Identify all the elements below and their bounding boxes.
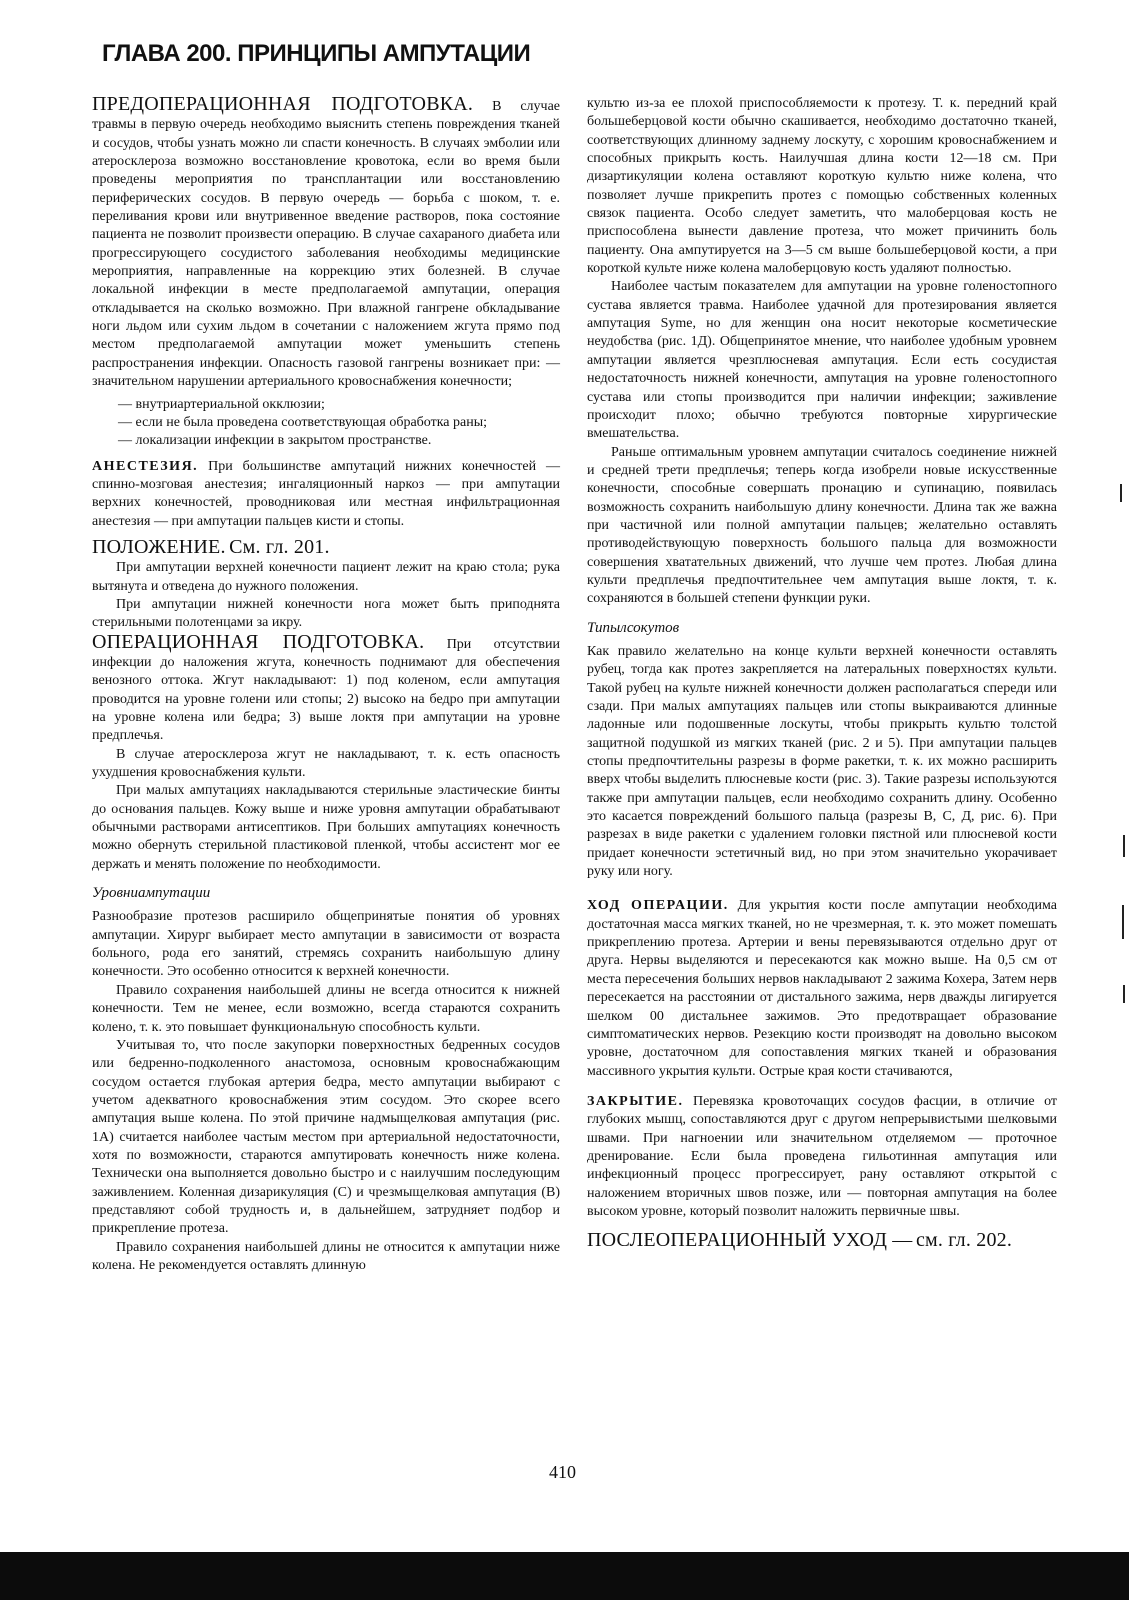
anesthesia-heading: АНЕСТЕЗИЯ.	[92, 458, 199, 474]
position-paragraph: При ампутации нижней конечности нога может быть приподнята стерильными полотенцами за икру.	[92, 596, 560, 631]
closure-text: Перевязка кровоточащих сосудов фасции, в отличие от глубоких мышц, сопоставляются друг с другом непрерывистыми шелковыми швами. При нагноении или значительном отделяемом — проточное дренирование. Если была проведена гильотинная ампутация или инфекционный процесс прогрессирует, рану оставляют открытой с наложением вторичных швов позже, или — повторная ампутация на более высоком уровне, который позволит наложить первичные швы.	[587, 1093, 1057, 1219]
operation-course-heading: ХОД ОПЕРАЦИИ.	[587, 898, 729, 914]
op-prep-section	[92, 630, 560, 746]
scan-margin-mark	[1123, 985, 1125, 1003]
left-column	[92, 95, 560, 1275]
closure-section	[587, 1093, 1057, 1221]
stump-types-subheading: Типылсокутов	[587, 619, 680, 636]
op-prep-paragraph: В случае атеросклероза жгут не накладывают, т. к. есть опасность ухудшения кровоснабжения культи.	[92, 746, 560, 781]
anesthesia-section	[92, 458, 560, 531]
scan-margin-mark	[1123, 835, 1125, 857]
position-section	[92, 535, 560, 559]
op-prep-text: При отсутствии инфекции до наложения жгута, конечность поднимают для обеспечения венозного оттока. Жгут накладывают: 1) под коленом, если ампутация проводится на уровне голени или стопы; 2) высоко на бедро при ампутации на уровне колена или бедра; 3) выше локтя при ампутации на уровне предплечья.	[92, 636, 560, 744]
postop-heading: ПОСЛЕОПЕРАЦИОННЫЙ УХОД —	[587, 1229, 913, 1252]
op-prep-heading: ОПЕРАЦИОННАЯ ПОДГОТОВКА.	[92, 630, 425, 653]
levels-paragraph: Разнообразие протезов расширило общепринятые понятия об уровнях ампутации. Хирург выбирает место ампутации в зависимости от возраста больного, рода его занятий, стремясь сохранить наибольшую длину конечности. Это особенно относится к верхней конечности.	[92, 909, 560, 980]
scan-margin-mark	[1120, 484, 1122, 502]
preop-heading: ПРЕДОПЕРАЦИОННАЯ ПОДГОТОВКА.	[92, 93, 474, 115]
operation-course-section	[587, 897, 1057, 1080]
anesthesia-text: При большинстве ампутаций нижних конечностей — спинно-мозговая анестезия; ингаляционный наркоз — при ампутации верхних конечностей, проводниковая или местная инфильтрационная анестезия — при ампутации пальцев кисти и стопы.	[92, 458, 560, 529]
continued-paragraph: Раньше оптимальным уровнем ампутации считалось соединение нижней и средней трети предплечья; теперь когда изобрели новые искусственные конечности, способные совершать пронацию и супинацию, появилась возможность сохранить наибольшую длину конечности. Длина так же важна при частичной или полной ампутации пальцев; желательно оставлять противодействующую поверхность большого пальца для возможности совершения хватательных движений, что лучше чем протез. Любая длина культи предплечья предпочтительнее чем ампутация выше локтя, т. к. сохраняются в большей степени функции руки.	[587, 444, 1057, 607]
position-ref: См. гл. 201.	[229, 535, 330, 558]
preop-section	[92, 95, 560, 392]
preop-text: В случае травмы в первую очередь необходимо выяснить степень повреждения тканей и сосудов, чтобы узнать можно ли спасти конечность. В случаях эмболии или атеросклероза возможно восстановление кровотока, если во время были проведены мероприятия по трансплантации или восстановлению периферических сосудов. В первую очередь — борьба с шоком, т. е. переливания крови или внутривенное введение растворов, пока состояние пациента не позволит произвести операцию. В случае сахараного диабета или прогрессирующего сосудистого заболевания необходимы медицинские мероприятия, направленные на коррекцию этих болезней. В случае локальной инфекции в месте предполагаемой ампутации, операция откладывается на сколько возможно. При влажной гангрене обкладывание ноги льдом или сухим льдом в сочетании с наложением жгута прямо под местом предполагаемой ампутации может уменьшить степень распространения инфекции. Опасность газовой гангрены возникает при: — значительном нарушении артериального кровоснабжения конечности;	[92, 99, 560, 390]
levels-subheading: Уровниампутации	[92, 885, 211, 902]
levels-paragraph: Учитывая то, что после закупорки поверхностных бедренных сосудов или бедренно-подколенного анастомоза, основным кровоснабжающим сосудом остается глубокая артерия бедра, место ампутации выбирают с учетом адекватного кровоснабжения этим сосудом. Это скорее всего ампутация выше колена. По этой причине надмыщелковая ампутация (рис. 1А) считается наиболее частым местом при артериальной недостаточности, хотя по возможности, стараются ампутировать конечность ниже колена. Технически она выполняется довольно быстро и с наилучшим последующим заживлением. Коленная дизарикуляция (С) и чрезмыщелковая ампутация (В) представляют собой трудность и, в дальнейшем, затрудняет подбор и прикрепление протеза.	[92, 1037, 560, 1237]
position-heading: ПОЛОЖЕНИЕ.	[92, 535, 226, 558]
list-item: — локализации инфекции в закрытом пространстве.	[118, 433, 432, 449]
closure-heading: ЗАКРЫТИЕ.	[587, 1093, 684, 1109]
continued-paragraph: Наиболее частым показателем для ампутации на уровне голеностопного сустава является травма. Наиболее удачной для протезирования является ампутация Syme, но для женщин она носит некоторые косметические неудобства (рис. 1Д). Общепринятое мнение, что наиболее удобным уровнем ампутации является чрезплюсневая ампутация. Если есть сосудистая недостаточность нижней конечности, ампутация на уровне голеностопного сустава или стопы производится при наличии инфекции; заживление происходит плохо; обычно требуются повторные хирургические вмешательства.	[587, 279, 1057, 442]
chapter-title: ГЛАВА 200. ПРИНЦИПЫ АМПУТАЦИИ	[102, 40, 531, 67]
operation-course-text: Для укрытия кости после ампутации необходима достаточная масса мягких тканей, но не чрезмерная, т. к. это может помешать прикреплению протеза. Артерии и вены перевязываются отдельно друг от друга. Нервы выделяются и пересекаются как можно выше. На 0,5 см от места пересечения больших нервов накладывают 2 зажима Кохера, Затем нерв пересекается на расстоянии от дистального зажима, нерв дважды лигируется шелком 00 дистальнее зажимов. Это предотвращает образование симптоматических нервов. Резекцию кости производят на довольно высоком уровне, достаточном для сопоставления мягких тканей и образования массивного укрытия культи. Острые края кости стачиваются,	[587, 898, 1057, 1079]
position-paragraph: При ампутации верхней конечности пациент лежит на краю стола; рука вытянута и отведена до нужного положения.	[92, 560, 560, 594]
continued-paragraph: культю из-за ее плохой приспособляемости к протезу. Т. к. передний край большеберцовой кости обычно скашивается, необходимо достаточно тканей, соответствующих длинному заднему лоскуту, с хорошим кровоснабжением и способных прикрыть кость. Наилучшая длина кости 12—18 см. При дизартикуляции колена оставляют короткую культю ниже колена, что позволяет лучше прикрепить протез с помощью собственных коленных связок пациента. Особо следует заметить, что малоберцовая кость не приспособлена вынести давление протеза, что может причинить боль пациенту. Она ампутируется на 3—5 см выше большеберцовой кости, а при короткой культе ниже колена малоберцовую кость удаляют полностью.	[587, 96, 1057, 277]
list-item: — внутриартериальной окклюзии;	[118, 396, 325, 412]
scan-bottom-edge	[0, 1552, 1129, 1600]
scan-margin-mark	[1122, 905, 1124, 939]
levels-paragraph: Правило сохранения наибольшей длины не относится к ампутации ниже колена. Не рекомендуется оставлять длинную	[92, 1239, 560, 1273]
op-prep-paragraph: При малых ампутациях накладываются стерильные эластические бинты до основания пальцев. Кожу выше и ниже уровня ампутации обрабатывают обычными растворами антисептиков. При больших ампутациях конечность можно обернуть стерильной пластиковой пленкой, чтобы ассистент мог ее держать и менять положение по необходимости.	[92, 783, 560, 872]
levels-paragraph: Правило сохранения наибольшей длины не всегда относится к нижней конечности. Тем не менее, если возможно, всегда стараются сохранить колено, т. к. это повышает функциональную способность культи.	[92, 982, 560, 1035]
list-item: — если не была проведена соответствующая обработка раны;	[118, 414, 488, 430]
right-column	[587, 95, 1057, 1253]
page-number: 410	[549, 1462, 576, 1482]
postop-ref: см. гл. 202.	[915, 1229, 1013, 1252]
gas-gangrene-list	[118, 396, 560, 451]
stump-types-paragraph: Как правило желательно на конце культи верхней конечности оставлять рубец, тогда как протез закрепляется на латеральных поверхностях культи. Такой рубец на культе нижней конечности должен располагаться спереди или сзади. При малых ампутациях пальцев или стопы выкраиваются длинные ладонные или подошвенные лоскуты, чтобы прикрыть культю толстой защитной подушкой из мягких тканей (рис. 2 и 5). При ампутации пальцев стопы предпочтительны разрезы в форме ракетки, т. к. их можно расширить вверх чтобы выделить плюсневые кости (рис. 3). Такие разрезы используются также при ампутации пальцев, если необходимо сохранить длину. Особенно это касается повреждений большого пальца (разрезы В, С, Д, рис. 6). При разрезах в виде ракетки с удалением головки пястной или плюсневой кости придает конечности эстетичный вид, но при этом значительно укорачивает руку или ногу.	[587, 643, 1057, 880]
postop-section	[587, 1231, 1057, 1252]
